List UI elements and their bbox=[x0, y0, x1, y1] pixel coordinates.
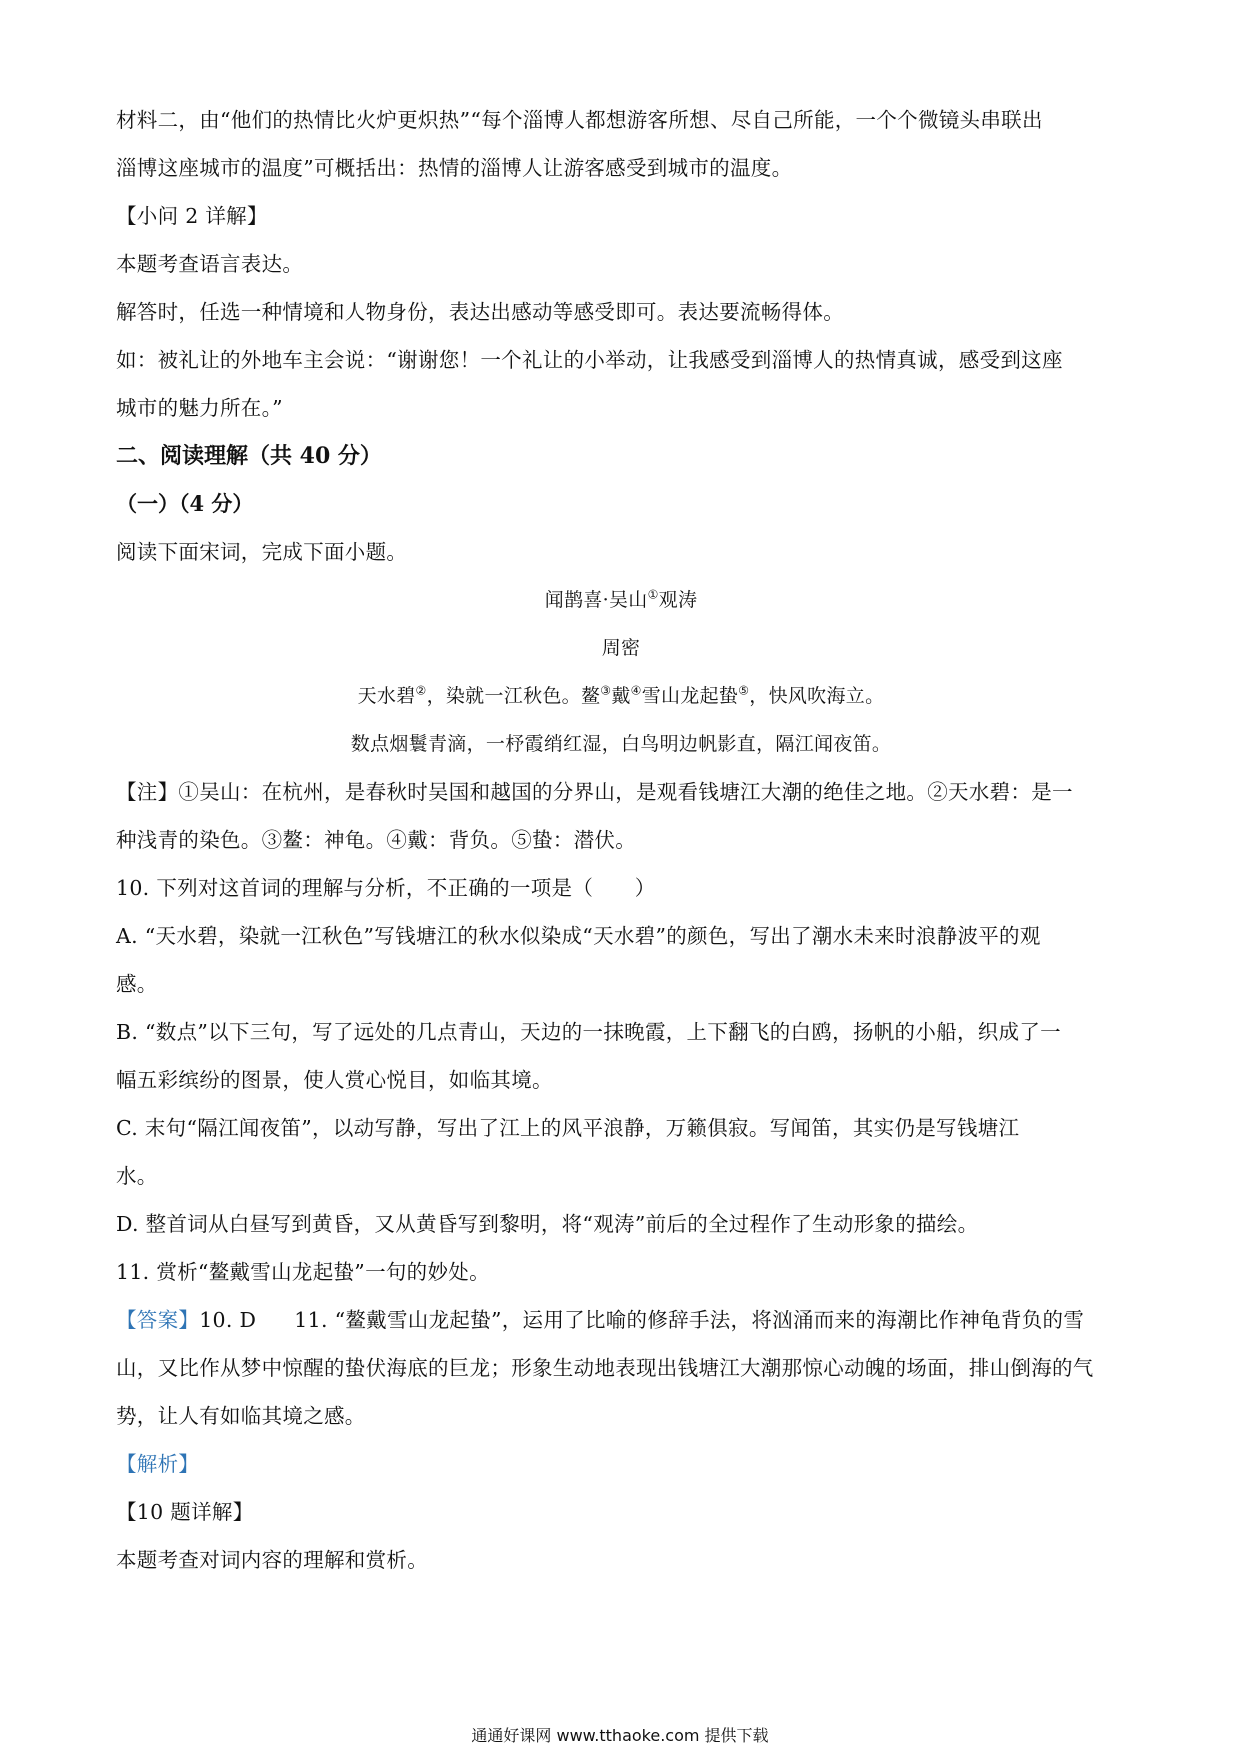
answer-line: 山，又比作从梦中惊醒的蛰伏海底的巨龙；形象生动地表现出钱塘江大潮那惊心动魄的场面，排山倒海的气 bbox=[116, 1356, 1094, 1380]
poem-author: 周密 bbox=[601, 637, 641, 659]
option-line: 幅五彩缤纷的图景，使人赏心悦目，如临其境。 bbox=[116, 1068, 553, 1092]
document-page bbox=[116, 96, 1126, 1584]
footnote-marker: ⑤ bbox=[738, 683, 750, 698]
option-line: B. “数点”以下三句，写了远处的几点青山，天边的一抹晚霞，上下翻飞的白鸥，扬帆的小船，织成了一 bbox=[116, 1020, 1061, 1044]
instruction: 阅读下面宋词，完成下面小题。 bbox=[116, 540, 408, 564]
note-line: 种浅青的染色。③鳌：神龟。④戴：背负。⑤蛰：潜伏。 bbox=[116, 828, 636, 852]
paragraph-line: 淄博这座城市的温度”可概括出：热情的淄博人让游客感受到城市的温度。 bbox=[116, 156, 793, 180]
section-title: 二、阅读理解（共 40 分） bbox=[116, 443, 382, 469]
option-line: 水。 bbox=[116, 1164, 158, 1188]
question-10: 10. 下列对这首词的理解与分析，不正确的一项是（ ） bbox=[116, 876, 656, 900]
detail-label: 【10 题详解】 bbox=[116, 1500, 254, 1524]
answer-line bbox=[116, 1296, 1126, 1344]
option-line: 感。 bbox=[116, 972, 158, 996]
answer-label: 【答案】 bbox=[116, 1308, 200, 1332]
subsection-title: （一）（4 分） bbox=[116, 491, 254, 516]
paragraph-line: 本题考查语言表达。 bbox=[116, 252, 304, 276]
footnote-marker: ③ bbox=[600, 683, 612, 698]
option-line: D. 整首词从白昼写到黄昏，又从黄昏写到黎明，将“观涛”前后的全过程作了生动形象的描绘。 bbox=[116, 1212, 979, 1236]
poem-line-1: 天水碧②，染就一江秋色。鳌③戴④雪山龙起蛰⑤，快风吹海立。 bbox=[357, 683, 885, 707]
detail-text: 本题考查对词内容的理解和赏析。 bbox=[116, 1548, 428, 1572]
answer-line: 势，让人有如临其境之感。 bbox=[116, 1404, 366, 1428]
paragraph-line: 城市的魅力所在。” bbox=[116, 396, 283, 420]
footnote-marker: ④ bbox=[630, 683, 642, 698]
footnote-marker: ② bbox=[415, 683, 427, 698]
option-line: C. 末句“隔江闻夜笛”，以动写静，写出了江上的风平浪静，万籁俱寂。写闻笛，其实仍是写钱塘江 bbox=[116, 1116, 1020, 1140]
answer-q10: 10. D bbox=[199, 1308, 257, 1332]
answer-q11: 11. “鳌戴雪山龙起蛰”，运用了比喻的修辞手法，将汹涌而来的海潮比作神龟背负的雪 bbox=[294, 1308, 1085, 1332]
note-line: 【注】①吴山：在杭州，是春秋时吴国和越国的分界山，是观看钱塘江大潮的绝佳之地。②天水碧：是一 bbox=[116, 780, 1073, 804]
paragraph-line: 如：被礼让的外地车主会说：“谢谢您！一个礼让的小举动，让我感受到淄博人的热情真诚，感受到这座 bbox=[116, 348, 1063, 372]
poem-line-2: 数点烟鬟青滴，一杼霞绡红湿，白鸟明边帆影直，隔江闻夜笛。 bbox=[350, 733, 892, 755]
footnote-marker: ① bbox=[647, 587, 659, 602]
option-line: A. “天水碧，染就一江秋色”写钱塘江的秋水似染成“天水碧”的颜色，写出了潮水未来时浪静波平的观 bbox=[116, 924, 1041, 948]
analysis-label: 【解析】 bbox=[116, 1452, 200, 1476]
subquestion-heading: 【小问 2 详解】 bbox=[116, 204, 268, 228]
poem-title: 闻鹊喜·吴山①观涛 bbox=[544, 587, 698, 611]
paragraph-line: 解答时，任选一种情境和人物身份，表达出感动等感受即可。表达要流畅得体。 bbox=[116, 300, 844, 324]
page-footer: 通通好课网 www.tthaoke.com 提供下载 bbox=[471, 1726, 769, 1745]
paragraph-line: 材料二，由“他们的热情比火炉更炽热”“每个淄博人都想游客所想、尽自己所能，一个个微镜头串联出 bbox=[116, 108, 1043, 132]
question-11: 11. 赏析“鳌戴雪山龙起蛰”一句的妙处。 bbox=[116, 1260, 490, 1284]
